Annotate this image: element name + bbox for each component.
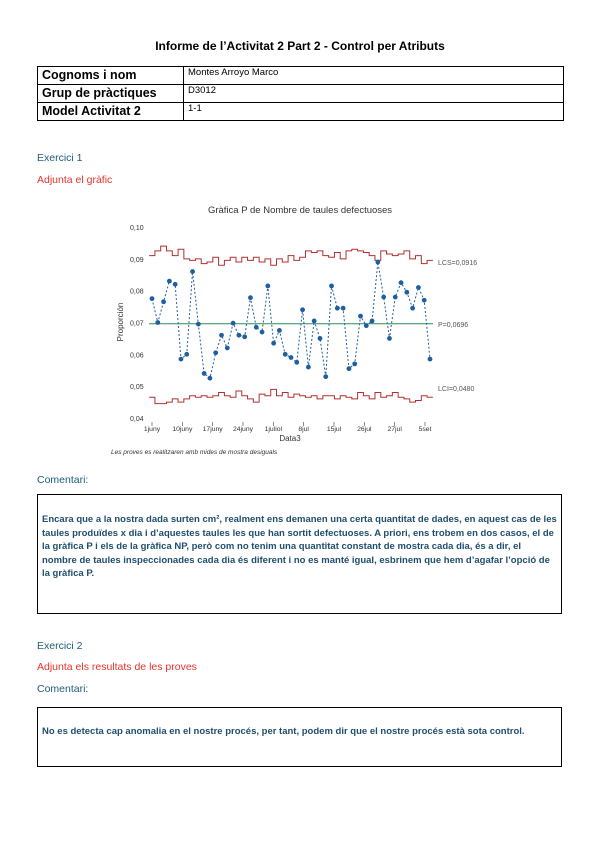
y-axis	[130, 225, 144, 423]
data-point	[323, 374, 328, 379]
data-point	[387, 336, 392, 341]
data-point	[404, 290, 409, 295]
x-tick-label: 17juny	[202, 426, 223, 433]
data-point	[213, 350, 218, 355]
data-point	[150, 296, 155, 301]
label-model: Model Activitat 2	[38, 103, 184, 121]
data-point	[399, 280, 404, 285]
chart-footnote: Les proves es realitzaren amb mides de mostra desiguals	[111, 449, 278, 456]
y-tick-label: 0,10	[130, 225, 144, 232]
value-cognoms: Montes Arroyo Marco	[184, 67, 564, 85]
data-point	[347, 366, 352, 371]
data-point	[219, 333, 224, 338]
y-tick-label: 0,05	[130, 384, 144, 392]
x-axis	[144, 422, 432, 433]
y-tick-label: 0,08	[130, 288, 144, 296]
center-label: P=0,0696	[438, 322, 469, 329]
data-point	[208, 376, 213, 381]
x-tick-label: 27jul	[387, 426, 402, 433]
data-point	[265, 283, 270, 288]
x-tick-label: 1juliol	[264, 426, 283, 433]
data-point	[190, 269, 195, 274]
exercici2-instruction: Adjunta els resultats de les proves	[37, 661, 197, 673]
p-chart	[0, 196, 600, 466]
lcl-line	[149, 389, 433, 403]
label-cognoms: Cognoms i nom	[38, 67, 184, 85]
data-point	[306, 365, 311, 370]
data-point	[318, 336, 323, 341]
x-axis-label: Data3	[279, 434, 301, 443]
student-info-table	[37, 66, 564, 121]
data-point	[202, 371, 207, 376]
exercici2-comment-label: Comentari:	[37, 683, 89, 695]
label-grup: Grup de pràctiques	[38, 85, 184, 103]
data-point	[196, 322, 201, 327]
data-point	[236, 333, 241, 338]
data-point	[370, 319, 375, 324]
data-point	[410, 306, 415, 311]
data-point	[393, 295, 398, 300]
data-point	[335, 306, 340, 311]
table-row	[38, 85, 564, 103]
data-point	[260, 330, 265, 335]
data-point	[422, 298, 427, 303]
y-tick-label: 0,06	[130, 352, 144, 360]
data-point	[294, 360, 299, 365]
exercici1-comment-box	[37, 494, 562, 614]
value-grup: D3012	[184, 85, 564, 103]
y-tick-label: 0,04	[130, 416, 144, 423]
data-point	[289, 355, 294, 360]
series-line	[152, 262, 430, 378]
data-point	[312, 319, 317, 324]
data-point	[364, 323, 369, 328]
data-point	[352, 361, 357, 366]
data-point	[300, 307, 305, 312]
data-point	[225, 346, 230, 351]
data-point	[358, 314, 363, 319]
data-point	[184, 352, 189, 357]
y-tick-label: 0,07	[130, 320, 144, 328]
data-point	[242, 334, 247, 339]
page-title: Informe de l’Activitat 2 Part 2 - Control per Atributs	[155, 39, 445, 53]
table-row	[38, 103, 564, 121]
table-row	[38, 67, 564, 85]
data-point	[329, 283, 334, 288]
exercici1-comment-text: Encara que a la nostra dada surten cm², realment ens demanen una certa quantitat de dades, en aquest cas de les taules produïdes x dia i d’aquestes taules les que han sortit defectuoses. A priori, ens trobem en dos casos, el de la gràfica P i els de la gràfica NP, però com no tenim una quantitat constant de mostra cada dia, és a dir, el nombre de taules inspeccionades cada dia és diferent i no es manté igual, esbrinem que hem d’agafar l’opció de la gràfica P.	[42, 514, 557, 579]
data-point	[161, 299, 166, 304]
x-tick-label: 26jul	[357, 426, 372, 433]
exercici2-comment-box	[37, 707, 562, 767]
exercici2-comment-text: No es detecta cap anomalia en el nostre procés, per tant, podem dir que el nostre procés està sota control.	[42, 726, 525, 737]
data-point	[428, 357, 433, 362]
data-point	[173, 282, 178, 287]
x-tick-label: 10juny	[172, 426, 193, 433]
x-tick-label: 15jul	[326, 426, 342, 433]
exercici1-comment-label: Comentari:	[37, 474, 89, 486]
data-point	[155, 320, 160, 325]
exercici2-heading: Exercici 2	[37, 640, 83, 652]
x-tick-label: 24juny	[232, 426, 254, 433]
lcl-label: LCI=0,0480	[438, 386, 475, 393]
ucl-label: LCS=0,0916	[438, 260, 478, 267]
data-point	[283, 352, 288, 357]
data-point	[167, 279, 172, 284]
x-tick-label: 8jul	[298, 426, 309, 433]
y-tick-label: 0,09	[130, 256, 144, 264]
data-point	[231, 321, 236, 326]
chart-title: Gràfica P de Nombre de taules defectuoses	[207, 205, 393, 216]
data-point	[375, 260, 380, 265]
ucl-line	[149, 246, 433, 265]
data-point	[381, 295, 386, 300]
exercici1-heading: Exercici 1	[37, 152, 83, 164]
x-tick-label: 1juny	[143, 426, 161, 433]
y-axis-label: Proporción	[116, 302, 125, 342]
data-point	[341, 306, 346, 311]
data-point	[254, 325, 259, 330]
value-model: 1-1	[184, 103, 564, 121]
exercici1-instruction: Adjunta el gràfic	[37, 174, 113, 186]
data-point	[271, 341, 276, 346]
data-point	[248, 295, 253, 300]
data-point	[179, 357, 184, 362]
x-tick-label: 5set	[418, 426, 432, 433]
data-point	[277, 328, 282, 333]
data-point	[416, 285, 421, 290]
